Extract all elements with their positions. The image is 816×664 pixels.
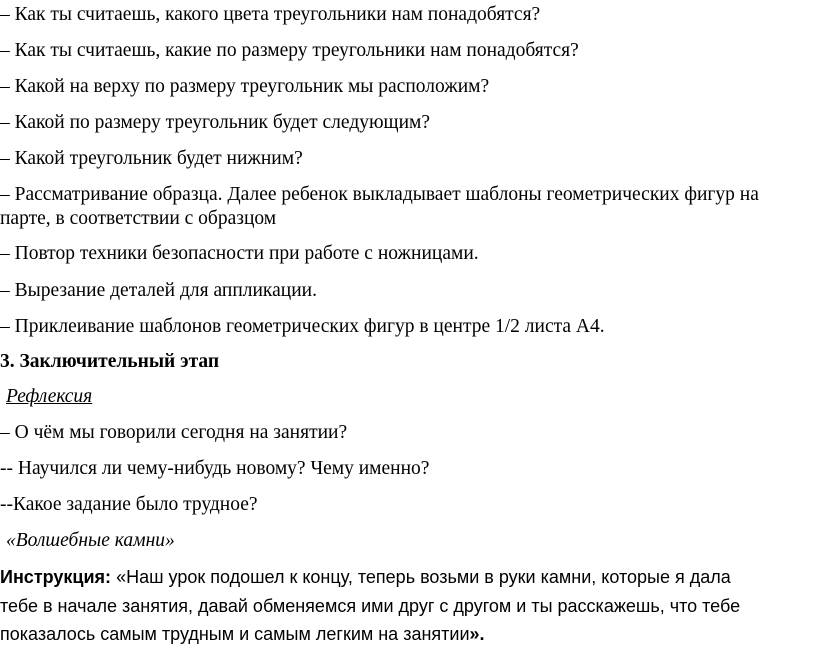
instruction-line-1 — [0, 565, 731, 589]
sample-review-line-1: – Рассматривание образца. Далее ребенок выкладывает шаблоны геометрических фигур на — [0, 184, 759, 205]
step-safety: – Повтор техники безопасности при работе с ножницами. — [0, 243, 479, 264]
section-heading: 3. Заключительный этап — [0, 351, 220, 372]
question-bottom-triangle: – Какой треугольник будет нижним? — [0, 148, 303, 169]
instruction-text-3: показалось самым трудным и самым легким на занятии — [0, 624, 470, 644]
instruction-text-1: «Наш урок подошел к концу, теперь возьми в руки камни, которые я дала — [116, 567, 731, 587]
question-next-triangle: – Какой по размеру треугольник будет следующим? — [0, 112, 430, 133]
question-size: – Как ты считаешь, какие по размеру треугольники нам понадобятся? — [0, 40, 579, 61]
instruction-line-2: тебе в начале занятия, давай обменяемся ими друг с другом и ты расскажешь, что тебе — [0, 596, 741, 616]
sample-review-line-2: парте, в соответствии с образцом — [0, 208, 277, 229]
instruction-closing-quote: ». — [469, 624, 485, 644]
reflection-label-wrap — [6, 385, 92, 409]
instruction-line-3 — [0, 622, 485, 646]
reflection-question-3: --Какое задание было трудное? — [0, 494, 258, 515]
question-color: – Как ты считаешь, какого цвета треугольники нам понадобятся? — [0, 4, 541, 25]
reflection-label: Рефлексия — [6, 386, 93, 407]
reflection-question-1: – О чём мы говорили сегодня на занятии? — [0, 422, 348, 443]
question-top-triangle: – Какой на верху по размеру треугольник мы расположим? — [0, 76, 490, 97]
magic-stones-label: «Волшебные камни» — [6, 530, 175, 551]
instruction-label: Инструкция: — [0, 567, 112, 587]
step-cutting: – Вырезание деталей для аппликации. — [0, 280, 317, 301]
reflection-question-2: -- Научился ли чему-нибудь новому? Чему именно? — [0, 458, 430, 479]
step-gluing: – Приклеивание шаблонов геометрических фигур в центре 1/2 листа А4. — [0, 316, 605, 337]
